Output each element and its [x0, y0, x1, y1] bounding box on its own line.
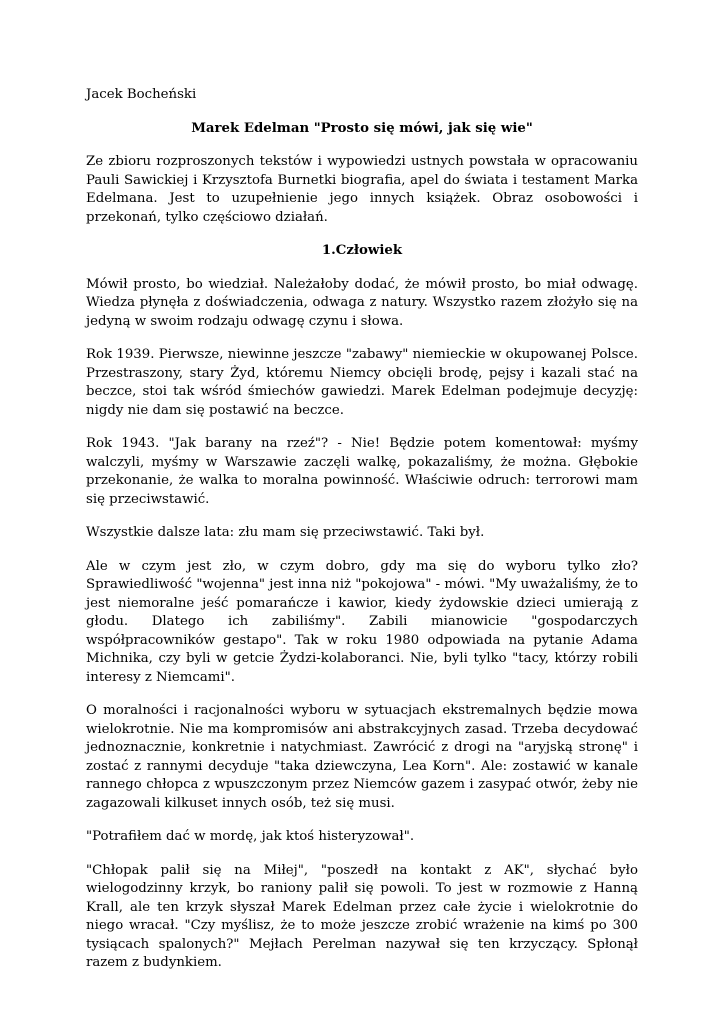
paragraph: "Potrafiłem dać w mordę, jak ktoś histeryzował".	[86, 829, 415, 844]
paragraph: "Chłopak palił się na Miłej", "poszedł na kontakt z AK", słychać było wielogodzinny krzyk, bo raniony palił się powoli. To jest w rozmowie z Hanną Krall, ale ten krzyk słyszał Marek Edelman przez całe życie i wielokrotnie do niego wracał. "Czy myślisz, że to może jeszcze zrobić wrażenie na kimś po 300 tysiącach spalonych?" Mejłach Perelman nazywał się ten krzyczący. Spłonął razem z budynkiem.	[86, 862, 638, 970]
author-name: Jacek Bocheński	[86, 87, 197, 102]
intro-paragraph: Ze zbioru rozproszonych tekstów i wypowiedzi ustnych powstała w opracowaniu Pauli Sawickiej i Krzysztofa Burnetki biografia, apel do świata i testament Marka Edelmana. Jest to uzupełnienie jego innych książek. Obraz osobowości i przekonań, tylko częściowo działań.	[86, 154, 638, 225]
paragraph: Wszystkie dalsze lata: złu mam się przeciwstawić. Taki był.	[86, 525, 485, 540]
paragraph: Ale w czym jest zło, w czym dobro, gdy ma się do wyboru tylko zło? Sprawiedliwość "wojenna" jest inna niż "pokojowa" - mówi. "My uważaliśmy, że to jest niemoralne jeść pomarańcze i kawior, kiedy żydowskie dzieci umierają z głodu. Dlatego ich zabiliśmy". Zabili mianowicie "gospodarczych współpracowników gestapo". Tak w roku 1980 odpowiada na pytanie Adama Michnika, czy byli w getcie Żydzi-kolaboranci. Nie, byli tylko "tacy, którzy robili interesy z Niemcami".	[86, 558, 638, 685]
section-heading: 1.Człowiek	[321, 243, 403, 258]
paragraph: O moralności i racjonalności wyboru w sytuacjach ekstremalnych będzie mowa wielokrotnie. Nie ma kompromisów ani abstrakcyjnych zasad. Trzeba decydować jednoznacznie, konkretnie i natychmiast. Zawrócić z drogi na "aryjską stronę" i zostać z rannymi decyduje "taka dziewczyna, Lea Korn". Ale: zostawić w kanale rannego chłopca z wpuszczonym przez Niemców gazem i zasypać otwór, żeby nie zagazowali kilkuset innych osób, też się musi.	[86, 703, 638, 811]
document-page	[86, 86, 638, 988]
document-title: Marek Edelman "Prosto się mówi, jak się wie"	[191, 120, 533, 136]
paragraph: Mówił prosto, bo wiedział. Należałoby dodać, że mówił prosto, bo miał odwagę. Wiedza płynęła z doświadczenia, odwaga z natury. Wszystko razem złożyło się na jedyną w swoim rodzaju odwagę czynu i słowa.	[86, 276, 638, 329]
paragraph: Rok 1939. Pierwsze, niewinne jeszcze "zabawy" niemieckie w okupowanej Polsce. Przestraszony, stary Żyd, któremu Niemcy obcięli brodę, pejsy i kazali stać na beczce, stoi tak wśród śmiechów gawiedzi. Marek Edelman podejmuje decyzję: nigdy nie dam się postawić na beczce.	[86, 347, 638, 418]
paragraph: Rok 1943. "Jak barany na rzeź"? - Nie! Będzie potem komentował: myśmy walczyli, myśmy w Warszawie zaczęli walkę, pokazaliśmy, że można. Głębokie przekonanie, że walka to moralna powinność. Właściwie odruch: terrorowi mam się przeciwstawić.	[86, 436, 638, 507]
